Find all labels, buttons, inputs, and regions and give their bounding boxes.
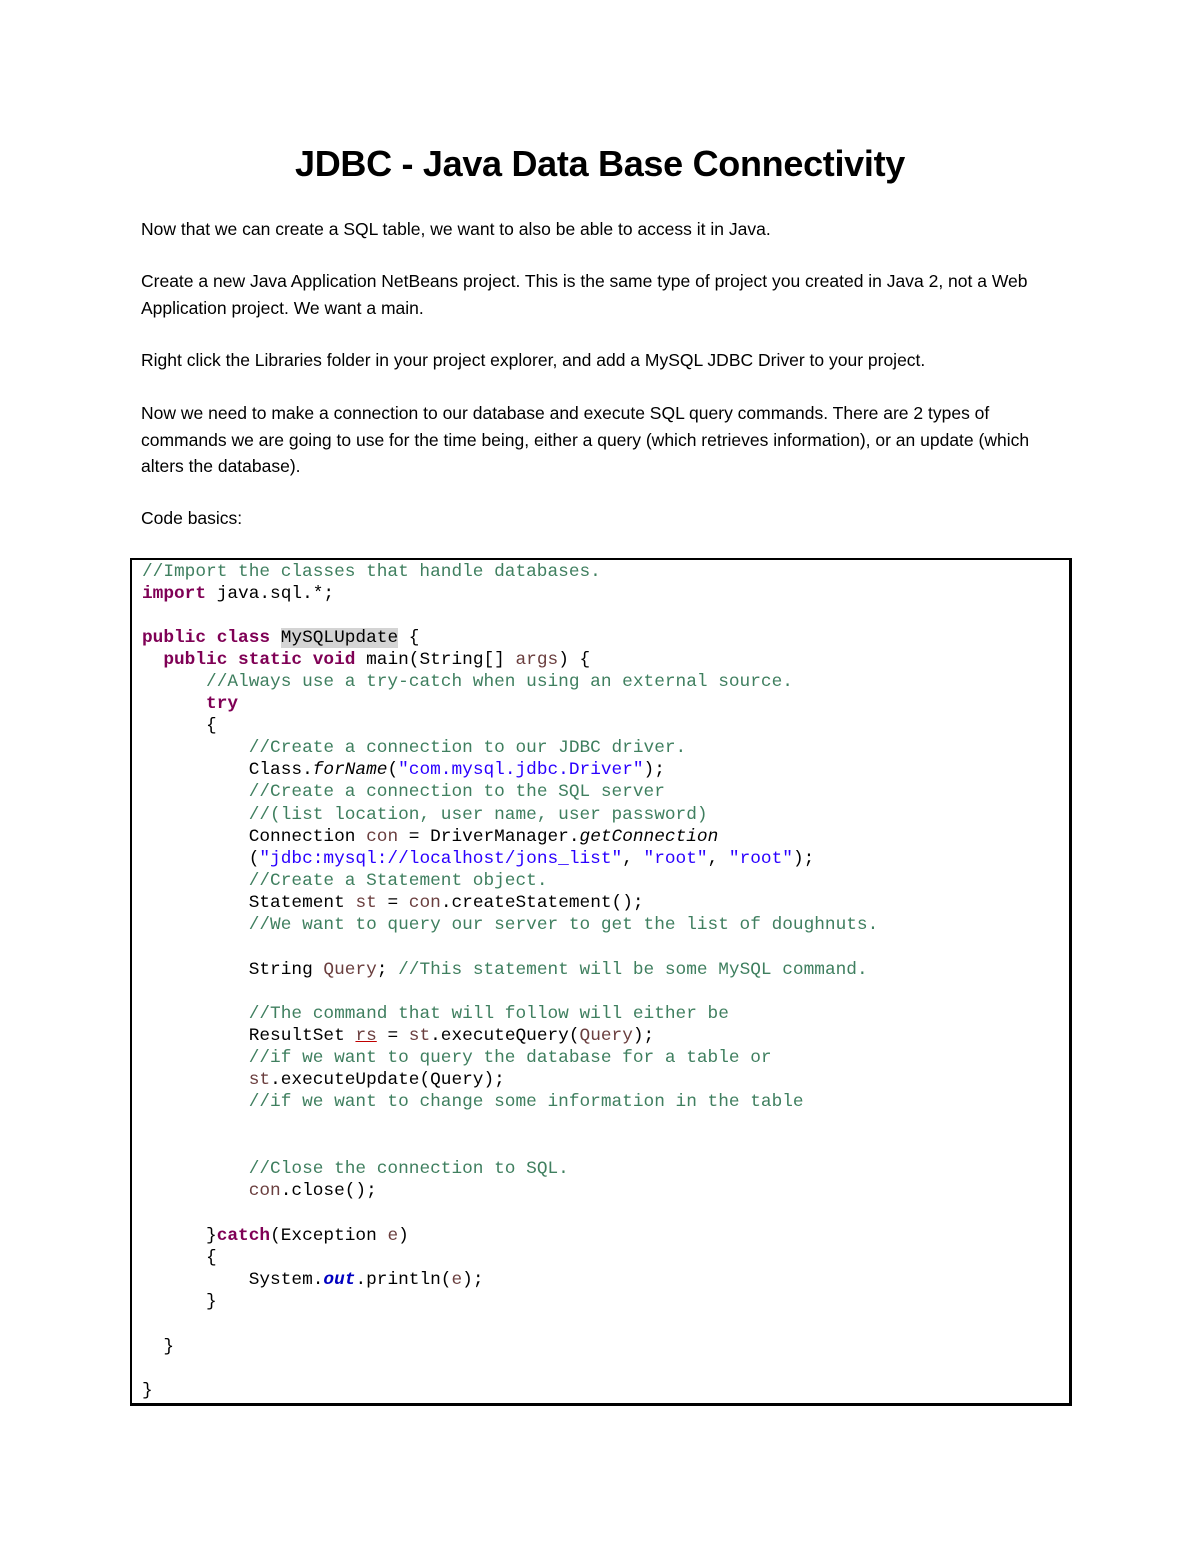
code-variable: con <box>408 893 441 913</box>
code-line <box>142 1003 729 1025</box>
code-method: forName <box>312 760 388 780</box>
code-line <box>142 804 708 826</box>
code-comment: //This statement will be some MySQL command. <box>398 960 868 980</box>
code-line <box>142 759 665 781</box>
code-comment: //Always use a try-catch when using an external source. <box>206 672 793 692</box>
code-variable: st <box>248 1070 271 1090</box>
code-line <box>142 1336 174 1358</box>
code-line <box>142 959 868 981</box>
code-line <box>142 1025 654 1047</box>
code-text: main(String[] <box>355 650 516 670</box>
code-text: ; <box>376 960 399 980</box>
code-text: .executeQuery( <box>430 1026 580 1046</box>
code-variable: args <box>515 650 559 670</box>
code-keyword: import <box>142 584 207 604</box>
code-comment: //if we want to change some information in the table <box>248 1092 804 1112</box>
code-comment: //Close the connection to SQL. <box>248 1159 569 1179</box>
code-string: "jdbc:mysql://localhost/jons_list" <box>259 849 623 869</box>
code-text: } <box>206 1226 217 1246</box>
code-text: .close(); <box>280 1181 377 1201</box>
code-comment: //(list location, user name, user password) <box>248 805 708 825</box>
code-line <box>142 737 686 759</box>
code-text: Statement <box>248 893 356 913</box>
code-text: ResultSet <box>248 1026 356 1046</box>
code-line <box>142 892 644 914</box>
code-text: .createStatement(); <box>440 893 644 913</box>
code-text: = <box>376 893 409 913</box>
code-line <box>142 1247 217 1269</box>
code-text: , <box>622 849 644 869</box>
code-string: "root" <box>728 849 793 869</box>
class-name-highlight: MySQLUpdate <box>280 628 399 648</box>
code-variable: e <box>387 1226 399 1246</box>
code-text: ); <box>462 1270 484 1290</box>
code-keyword: public <box>163 650 228 670</box>
code-line <box>142 671 793 693</box>
code-keyword: public <box>142 628 207 648</box>
code-text: System. <box>248 1270 324 1290</box>
code-field: out <box>323 1270 356 1290</box>
code-line <box>142 1069 505 1091</box>
code-comment: //if we want to query the database for a table or <box>248 1048 772 1068</box>
code-line <box>142 870 548 892</box>
code-text: Class. <box>248 760 313 780</box>
code-text: } <box>142 1381 153 1401</box>
code-line <box>142 1180 377 1202</box>
code-string: "com.mysql.jdbc.Driver" <box>398 760 644 780</box>
create-project-paragraph: Create a new Java Application NetBeans project. This is the same type of project you created in Java 2, not a Web Application project. We want a main. <box>141 271 1028 318</box>
code-text: ( <box>248 849 260 869</box>
code-text: { <box>206 1248 217 1268</box>
code-block <box>130 558 1072 1406</box>
code-text: String <box>248 960 324 980</box>
code-line <box>142 781 665 803</box>
code-variable: st <box>408 1026 431 1046</box>
code-text: Connection <box>248 827 367 847</box>
code-variable: Query <box>579 1026 633 1046</box>
code-line <box>142 1158 569 1180</box>
code-comment: //We want to query our server to get the list of doughnuts. <box>248 915 879 935</box>
code-line <box>142 693 238 715</box>
add-driver-paragraph: Right click the Libraries folder in your project explorer, and add a MySQL JDBC Driver to your project. <box>141 350 926 370</box>
code-text: ) { <box>558 650 591 670</box>
code-keyword: catch <box>216 1226 271 1246</box>
page-title: JDBC - Java Data Base Connectivity <box>294 143 906 184</box>
code-line <box>142 1269 484 1291</box>
connection-paragraph: Now we need to make a connection to our database and execute SQL query commands. There are 2 types of commands we are going to use for the time being, either a query (which retrieves information), or an update (which alters the database). <box>141 403 1030 476</box>
code-text: = DriverManager. <box>398 827 580 847</box>
code-line <box>142 561 601 583</box>
code-keyword: void <box>312 650 356 670</box>
code-basics-heading: Code basics: <box>141 508 243 528</box>
intro-paragraph: Now that we can create a SQL table, we want to also be able to access it in Java. <box>141 219 771 239</box>
code-line <box>142 627 419 649</box>
code-line <box>142 1091 804 1113</box>
code-line <box>142 826 718 848</box>
code-text: ); <box>792 849 815 869</box>
code-string: "root" <box>643 849 708 869</box>
code-variable: e <box>451 1270 463 1290</box>
code-line <box>142 649 590 671</box>
code-comment: //Import the classes that handle databases. <box>142 562 601 582</box>
code-text: ) <box>398 1226 409 1246</box>
code-comment: //Create a connection to our JDBC driver. <box>248 738 687 758</box>
code-keyword: class <box>216 628 271 648</box>
code-text: ); <box>643 760 665 780</box>
code-line <box>142 1225 409 1247</box>
code-variable: Query <box>323 960 377 980</box>
code-text: } <box>206 1292 217 1312</box>
code-method: getConnection <box>579 827 719 847</box>
code-comment: //The command that will follow will either be <box>248 1004 729 1024</box>
code-text: .println( <box>355 1270 452 1290</box>
code-text: .executeUpdate(Query); <box>270 1070 505 1090</box>
code-text: , <box>707 849 729 869</box>
code-line <box>142 1047 772 1069</box>
code-line <box>142 715 217 737</box>
code-keyword: try <box>206 694 239 714</box>
code-variable: con <box>366 827 399 847</box>
code-line <box>142 1380 153 1402</box>
code-variable: rs <box>355 1026 377 1046</box>
code-variable: con <box>248 1181 281 1201</box>
code-line <box>142 914 878 936</box>
code-line <box>142 1291 217 1313</box>
code-comment: //Create a Statement object. <box>248 871 548 891</box>
code-text: java.sql.*; <box>206 584 335 604</box>
code-keyword: static <box>238 650 303 670</box>
code-text: (Exception <box>270 1226 388 1246</box>
code-text: } <box>163 1337 175 1357</box>
code-comment: //Create a connection to the SQL server <box>248 782 665 802</box>
code-text: ); <box>632 1026 655 1046</box>
code-line <box>142 848 814 870</box>
code-text: ( <box>387 760 399 780</box>
code-text: { <box>206 716 217 736</box>
code-variable: st <box>355 893 377 913</box>
code-text: = <box>376 1026 409 1046</box>
code-text: { <box>408 628 420 648</box>
code-line <box>142 583 334 605</box>
